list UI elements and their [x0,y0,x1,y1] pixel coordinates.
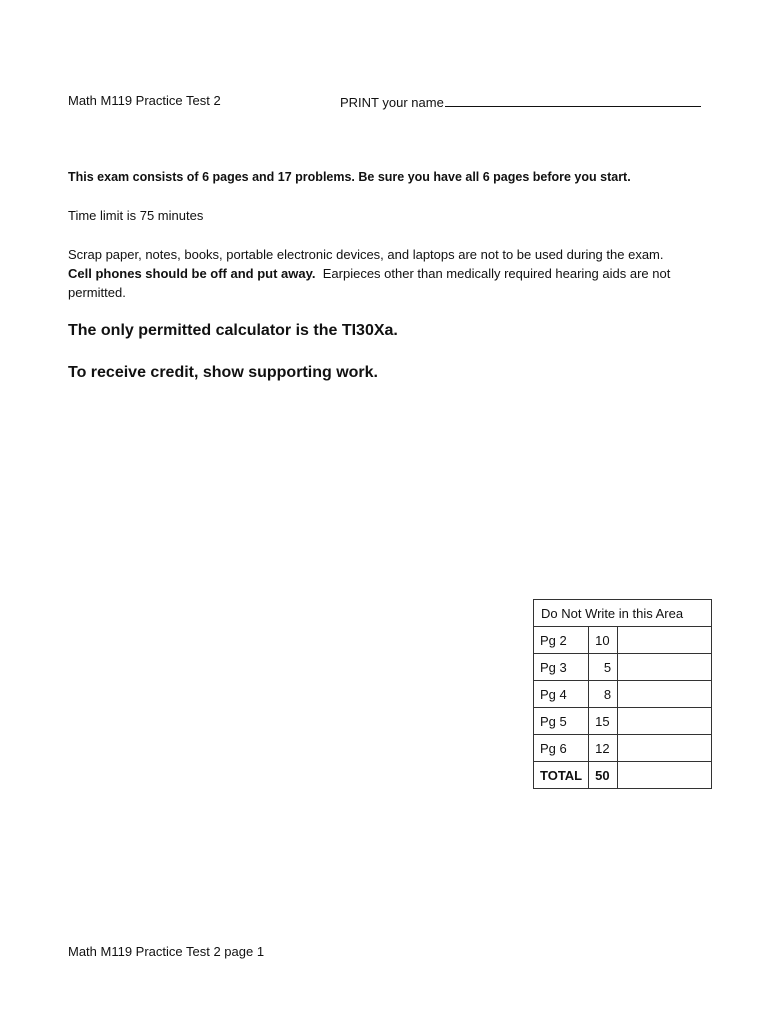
earpieces-rule: Earpieces other than medically required hearing aids are not permitted. [68,266,671,300]
row-points: 10 [589,627,618,654]
score-table-heading-row [534,600,712,627]
row-points: 15 [589,708,618,735]
row-label: Pg 6 [534,735,589,762]
score-blank-cell [618,627,712,654]
name-blank-line [445,93,701,107]
score-row-pg5 [534,708,712,735]
name-prompt: PRINT your name [340,95,444,110]
phones-rule: Cell phones should be off and put away. [68,266,316,281]
work-rule: To receive credit, show supporting work. [68,364,378,381]
row-label: Pg 5 [534,708,589,735]
score-row-pg6 [534,735,712,762]
time-limit: Time limit is 75 minutes [68,208,204,223]
score-row-pg3 [534,654,712,681]
row-points: 12 [589,735,618,762]
total-points: 50 [589,762,618,789]
name-field [340,93,701,110]
score-table [533,599,712,789]
pages-notice: This exam consists of 6 pages and 17 problems. Be sure you have all 6 pages before you start. [68,170,631,184]
row-points: 8 [589,681,618,708]
course-title: Math M119 Practice Test 2 [68,93,221,108]
materials-rule: Scrap paper, notes, books, portable electronic devices, and laptops are not to be used during the exam. [68,247,664,262]
row-label: Pg 2 [534,627,589,654]
exam-rules [68,245,708,302]
row-points: 5 [589,654,618,681]
score-row-pg2 [534,627,712,654]
row-label: Pg 4 [534,681,589,708]
total-label: TOTAL [534,762,589,789]
score-blank-cell [618,681,712,708]
score-table-heading: Do Not Write in this Area [534,600,712,627]
score-blank-cell [618,708,712,735]
score-blank-cell [618,762,712,789]
score-row-total [534,762,712,789]
calculator-rule: The only permitted calculator is the TI30Xa. [68,322,398,339]
score-row-pg4 [534,681,712,708]
row-label: Pg 3 [534,654,589,681]
page-footer: Math M119 Practice Test 2 page 1 [68,944,265,959]
score-blank-cell [618,654,712,681]
score-blank-cell [618,735,712,762]
